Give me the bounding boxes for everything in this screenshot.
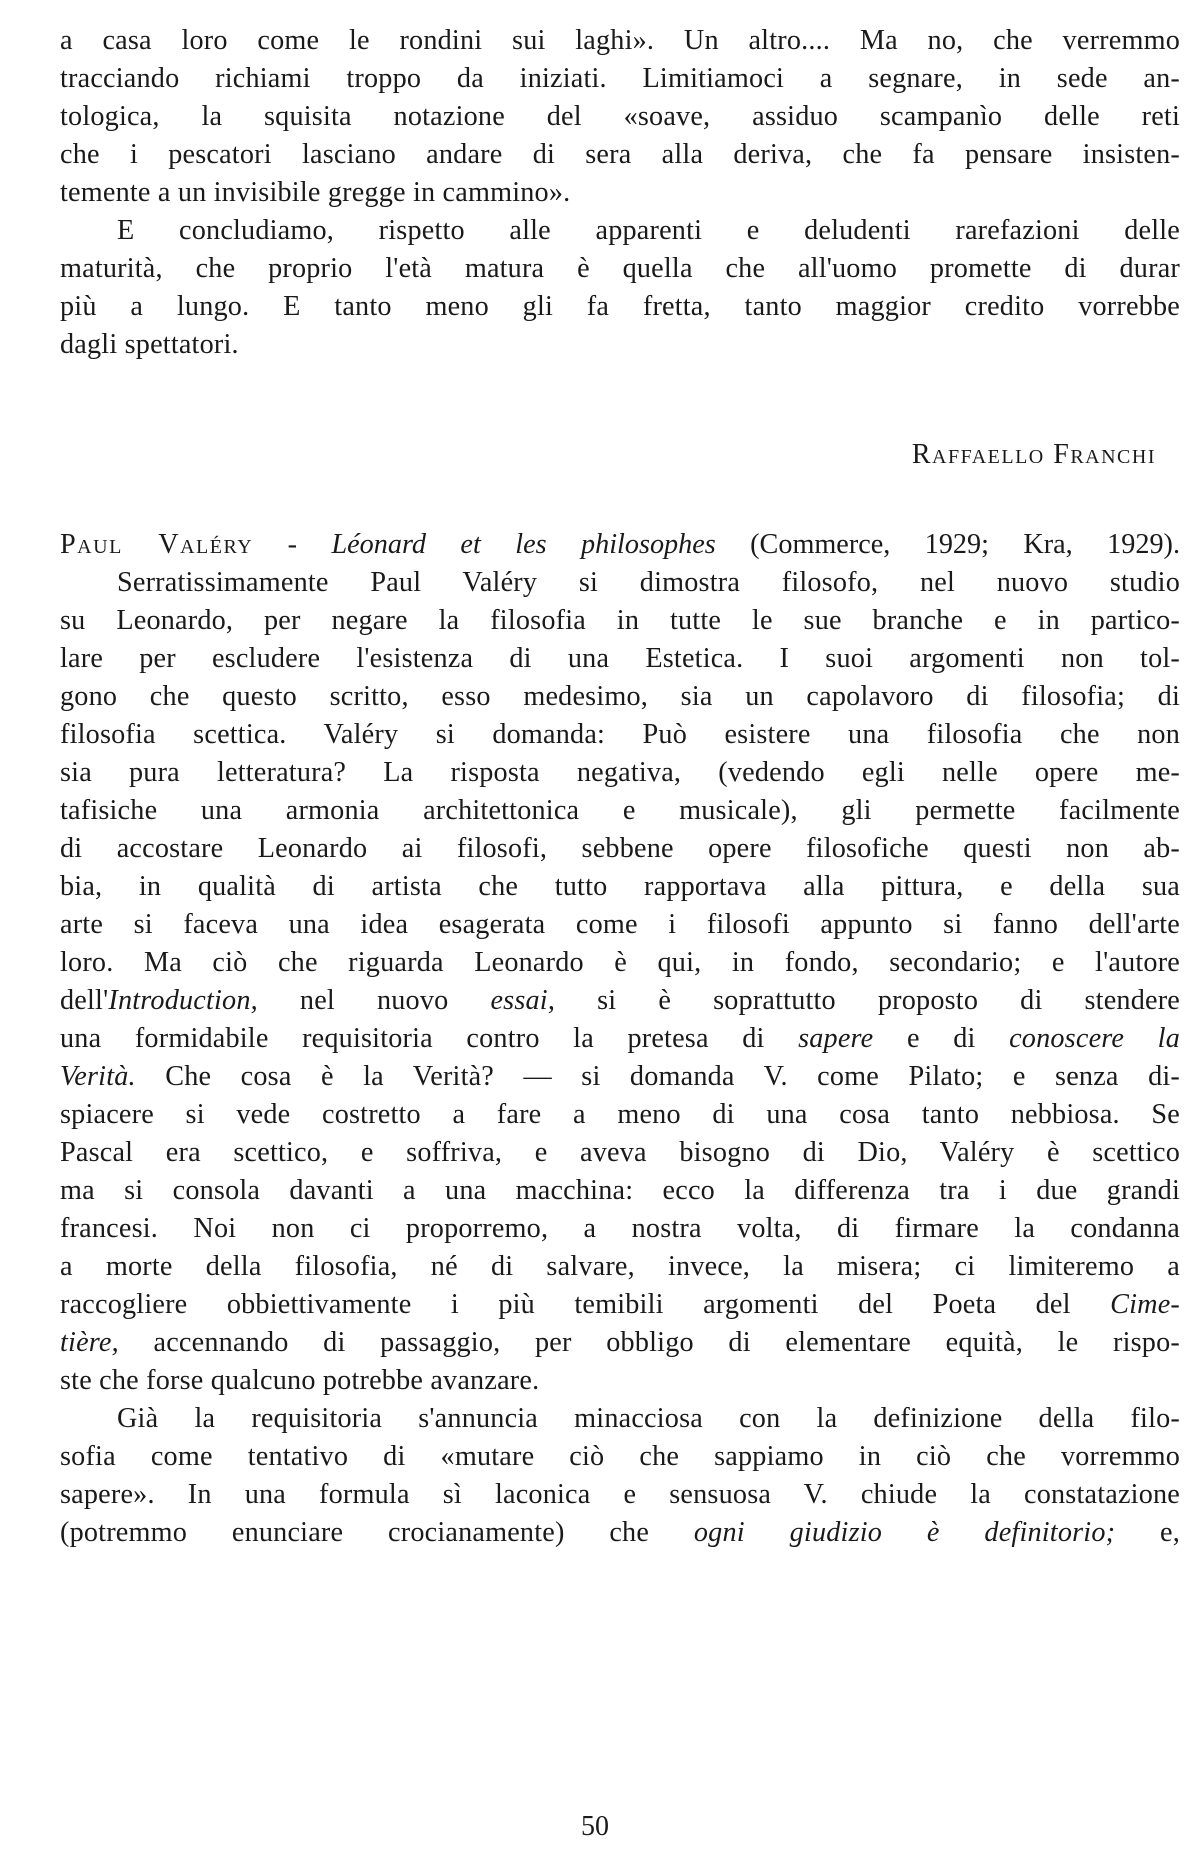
text-line: dagli spettatori.	[60, 329, 239, 360]
italic-term: tière,	[60, 1327, 119, 1358]
text-run: dell'	[60, 985, 109, 1016]
text-line: Già la requisitoria s'annuncia minacciosa con la definizione della filo-	[117, 1403, 1180, 1434]
text-line	[60, 1325, 1180, 1363]
text-run: nel nuovo	[257, 985, 491, 1016]
italic-term: Verità.	[60, 1061, 136, 1092]
text-run: Che cosa è la Verità? — si domanda V. come Pilato; e senza di-	[135, 1061, 1180, 1092]
italic-term: Cime-	[1110, 1289, 1180, 1320]
review-heading	[60, 527, 1180, 565]
text-line: ste che forse qualcuno potrebbe avanzare.	[60, 1365, 540, 1396]
text-line: temente a un invisibile gregge in cammino».	[60, 177, 571, 208]
text-line: sapere». In una formula sì laconica e sensuosa V. chiude la constatazione	[60, 1479, 1180, 1510]
text-run: raccogliere obbiettivamente i più temibili argomenti del Poeta del	[60, 1289, 1111, 1320]
text-run: (potremmo enunciare crocianamente) che	[60, 1517, 694, 1548]
text-line: maturità, che proprio l'età matura è quella che all'uomo promette di durar	[60, 253, 1180, 284]
text-line: gono che questo scritto, esso medesimo, sia un capolavoro di filosofia; di	[60, 681, 1180, 712]
text-line: loro. Ma ciò che riguarda Leonardo è qui, in fondo, secondario; e l'autore	[60, 947, 1180, 978]
text-line: tracciando richiami troppo da iniziati. Limitiamoci a segnare, in sede an-	[60, 63, 1180, 94]
italic-term: ogni giudizio è definitorio;	[693, 1517, 1116, 1548]
text-line: arte si faceva una idea esagerata come i filosofi appunto si fanno dell'arte	[60, 909, 1180, 940]
text-line: lare per escludere l'esistenza di una Estetica. I suoi argomenti non tol-	[60, 643, 1180, 674]
text-line	[60, 1515, 1180, 1553]
text-line: E concludiamo, rispetto alle apparenti e deludenti rarefazioni delle	[117, 215, 1180, 246]
text-line: a casa loro come le rondini sui laghi». Un altro.... Ma no, che verremmo	[60, 25, 1180, 56]
text-line	[60, 983, 1180, 1021]
text-run: una formidabile requisitoria contro la pretesa di	[60, 1023, 799, 1054]
text-line: più a lungo. E tanto meno gli fa fretta, tanto maggior credito vorrebbe	[60, 291, 1180, 322]
publication-info: (Commerce, 1929; Kra, 1929).	[715, 529, 1180, 560]
text-line: sofia come tentativo di «mutare ciò che sappiamo in ciò che vorremmo	[60, 1441, 1180, 1472]
text-line: Serratissimamente Paul Valéry si dimostra filosofo, nel nuovo studio	[117, 567, 1180, 598]
text-line: tafisiche una armonia architettonica e musicale), gli permette facilmente	[60, 795, 1180, 826]
text-line: Pascal era scettico, e soffriva, e aveva bisogno di Dio, Valéry è scettico	[60, 1137, 1180, 1168]
text-line	[60, 1287, 1180, 1325]
text-line: tologica, la squisita notazione del «soave, assiduo scampanìo delle reti	[60, 101, 1180, 132]
text-line: filosofia scettica. Valéry si domanda: Può esistere una filosofia che non	[60, 719, 1180, 750]
italic-term: Introduction,	[108, 985, 258, 1016]
italic-term: sapere	[798, 1023, 874, 1054]
text-line: che i pescatori lasciano andare di sera alla deriva, che fa pensare insisten-	[60, 139, 1180, 170]
text-line: su Leonardo, per negare la filosofia in tutte le sue branche e in partico-	[60, 605, 1180, 636]
text-line: ma si consola davanti a una macchina: ecco la differenza tra i due grandi	[60, 1175, 1180, 1206]
text-line: sia pura letteratura? La risposta negativa, (vedendo egli nelle opere me-	[60, 757, 1180, 788]
text-run: e,	[1115, 1517, 1180, 1548]
italic-term: conoscere la	[1009, 1023, 1180, 1054]
text-run: si è soprattutto proposto di stendere	[555, 985, 1180, 1016]
text-run: accennando di passaggio, per obbligo di elementare equità, le rispo-	[118, 1327, 1180, 1358]
text-line: spiacere si vede costretto a fare a meno di una cosa tanto nebbiosa. Se	[60, 1099, 1180, 1130]
reviewed-title: Léonard et les philosophes	[331, 529, 716, 560]
text-run: e di	[873, 1023, 1010, 1054]
page-number: 50	[581, 1811, 609, 1842]
author-signature: Raffaello Franchi	[911, 439, 1156, 470]
text-line: a morte della filosofia, né di salvare, invece, la misera; ci limiteremo a	[60, 1251, 1180, 1282]
heading-separator: -	[253, 529, 332, 560]
text-line: di accostare Leonardo ai filosofi, sebbene opere filosofiche questi non ab-	[60, 833, 1180, 864]
text-line	[60, 1059, 1180, 1097]
reviewed-author: Paul Valéry	[60, 529, 254, 560]
text-line: bia, in qualità di artista che tutto rapportava alla pittura, e della sua	[60, 871, 1180, 902]
text-line: francesi. Noi non ci proporremo, a nostra volta, di firmare la condanna	[60, 1213, 1180, 1244]
text-line	[60, 1021, 1180, 1059]
italic-term: essai,	[490, 985, 556, 1016]
